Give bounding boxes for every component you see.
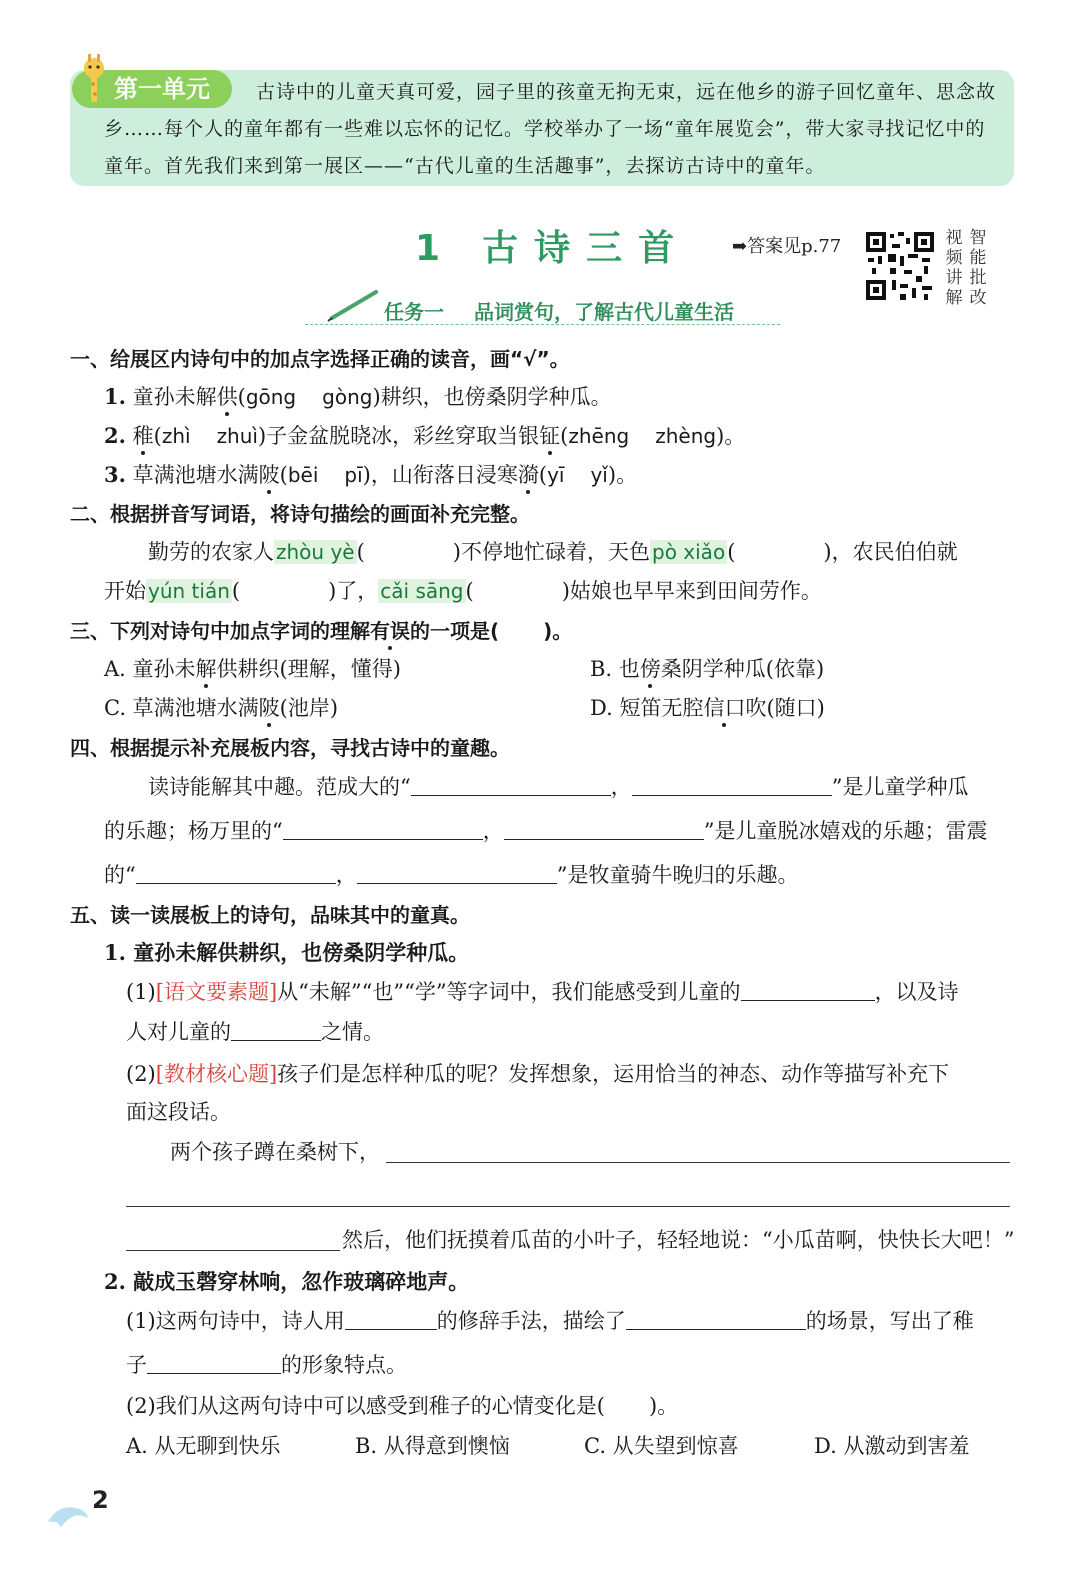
dotted-char: 稚 (132, 424, 154, 448)
text: ( (231, 579, 241, 603)
text: ( (237, 385, 246, 409)
text: (2)我们从这两句诗中可以感受到稚子的心情变化是( (126, 1394, 605, 1418)
dotted-text: 有误 (370, 619, 410, 643)
dotted-char: 解 (195, 657, 217, 681)
dolphin-icon (46, 1500, 90, 1530)
side-char: 智 (969, 228, 987, 248)
side-char: 解 (945, 288, 963, 308)
text: 草满池塘水满 (132, 463, 259, 487)
s3-option-d[interactable] (590, 692, 825, 722)
text: )。 (543, 619, 573, 643)
answer-blank[interactable] (411, 775, 611, 796)
pen-icon (326, 286, 386, 322)
write-end: 然后，他们抚摸着瓜苗的小叶子，轻轻地说：“小瓜苗啊，快快长大吧！” (342, 1228, 1015, 1252)
text: ， (610, 775, 632, 799)
s1-q2 (104, 420, 745, 450)
text: A. 童孙未 (104, 657, 196, 681)
text: )子金盆脱晓冰，彩丝穿取当银 (257, 424, 540, 448)
q-num: 2. (104, 423, 126, 448)
text: ， (335, 863, 357, 887)
dotted-char: 漪 (517, 463, 539, 487)
s5-q2-sub1-cont (126, 1349, 407, 1379)
s5-q1-sub2 (126, 1058, 949, 1088)
q-num: 1. (104, 384, 126, 409)
pinyin-option[interactable]: gōng (245, 385, 297, 409)
text: 读诗能解其中趣。范成大的“ (148, 775, 411, 799)
pinyin-option[interactable]: zhèng (655, 424, 717, 448)
side-char: 批 (969, 268, 987, 288)
text: 孩子们是怎样种瓜的呢？发挥想象，运用恰当的神态、动作等描写补充下 (277, 1062, 950, 1086)
task-label: 任务一 (384, 300, 444, 324)
text: (1) (126, 980, 156, 1004)
text: ，以及诗 (874, 980, 959, 1004)
text: 三、下列对诗句中加点字词的理解 (70, 619, 370, 643)
s3-option-c[interactable] (104, 692, 338, 722)
text: ( (727, 540, 736, 564)
text: ( (538, 463, 548, 487)
lesson-number: 1 (415, 228, 457, 269)
text: )，山衔落日浸寒 (362, 463, 518, 487)
text: )姑娘也早早来到田间劳作。 (561, 579, 822, 603)
text: 童孙未解 (132, 385, 217, 409)
question-tag: [语文要素题] (155, 980, 278, 1004)
text: ”是儿童学种瓜 (831, 775, 969, 799)
text: 吹(随口) (745, 696, 825, 720)
text: 的修辞手法，描绘了 (436, 1309, 626, 1333)
unit-label: 第一单元 (72, 70, 232, 108)
text: )耕织，也傍桑阴学种瓜。 (372, 385, 612, 409)
answer-blank[interactable] (357, 863, 557, 884)
dotted-char: 信口 (703, 696, 746, 720)
text: 人对儿童的 (126, 1020, 231, 1044)
text: )，农民伯伯就 (823, 540, 958, 564)
text: 从“未解”“也”“学”等字词中，我们能感受到儿童的 (277, 980, 741, 1004)
text: )不停地忙碌着，天色 (452, 540, 650, 564)
s2-line2 (104, 575, 822, 605)
s5-q2-sub2 (126, 1390, 678, 1420)
pinyin-option[interactable]: yǐ (590, 463, 608, 487)
text: C. 草满池塘水满 (104, 696, 259, 720)
s1-q3 (104, 459, 637, 489)
side-char: 能 (969, 248, 987, 268)
section3-heading (70, 615, 572, 644)
writing-line[interactable] (386, 1162, 1010, 1163)
s5-q2-poem: 2. 敲成玉磬穿林响，忽作玻璃碎地声。 (104, 1269, 470, 1294)
text: 勤劳的农家人 (148, 540, 274, 564)
answer-blank[interactable] (345, 1309, 437, 1330)
unit-intro: 古诗中的儿童天真可爱，园子里的孩童无拘无束，远在他乡的游子回忆童年、思念故乡……每个人的童年都有一些难以忘怀的记忆。学校举办了一场“童年展览会”，带大家寻找记忆中的童年。首先我们来到第一展区——“古代儿童的生活趣事”，去探访古诗中的童年。 (104, 81, 997, 177)
text: 之情。 (321, 1020, 384, 1044)
text: ”是牧童骑牛晚归的乐趣。 (556, 863, 799, 887)
text: ， (482, 819, 504, 843)
text: D. 短笛无腔 (590, 696, 704, 720)
pinyin-hint: yún tián (148, 579, 230, 603)
task-heading (384, 296, 734, 325)
text: ( (279, 463, 288, 487)
answer-reference[interactable]: ➡答案见p.77 (732, 236, 842, 257)
s4-line3 (104, 859, 799, 889)
lesson-title-text: 古诗三首 (482, 228, 691, 269)
text: (1)这两句诗中，诗人用 (126, 1309, 345, 1333)
qr-code-icon[interactable] (864, 230, 936, 302)
answer-blank[interactable] (626, 1309, 806, 1330)
side-char: 视 (945, 228, 963, 248)
text: )。 (716, 424, 746, 448)
text: 的“ (104, 863, 136, 887)
text: ( (153, 424, 162, 448)
task-underline (305, 324, 780, 325)
pinyin-option[interactable]: zhuì (216, 424, 258, 448)
answer-blank[interactable] (504, 819, 704, 840)
text: 的一项是( (410, 619, 500, 643)
text: ( (356, 540, 365, 564)
pinyin-hint: zhòu yè (276, 540, 355, 564)
pinyin-option[interactable]: gòng (322, 385, 373, 409)
text: (2) (126, 1062, 156, 1086)
s5-q1-sub2-cont: 面这段话。 (126, 1100, 231, 1124)
pinyin-hint: pò xiǎo (652, 540, 726, 564)
s4-line1 (148, 771, 969, 801)
s5-q2-option-c[interactable]: C. 从失望到惊喜 (584, 1434, 739, 1458)
s2-line1 (148, 536, 958, 566)
writing-line[interactable] (126, 1250, 340, 1251)
text: B. 也 (590, 657, 640, 681)
answer-blank[interactable] (632, 775, 832, 796)
section1-heading: 一、给展区内诗句中的加点字选择正确的读音，画“√”。 (70, 347, 570, 371)
pinyin-hint: cǎi sāng (380, 579, 464, 603)
text: 供耕织(理解，懂得) (216, 657, 401, 681)
text: )。 (648, 1394, 679, 1418)
dotted-char: 傍 (639, 657, 661, 681)
text: ( (560, 424, 569, 448)
side-label-video (944, 228, 964, 308)
pinyin-option[interactable]: pī (344, 463, 363, 487)
text: ”是儿童脱冰嬉戏的乐趣；雷震 (703, 819, 988, 843)
text: 开始 (104, 579, 146, 603)
lesson-title (415, 220, 690, 271)
text: 子 (126, 1353, 147, 1377)
dotted-char: 陂 (258, 696, 280, 720)
page-number: 2 (92, 1486, 109, 1514)
answer-blank[interactable] (741, 980, 875, 1001)
text: 的形象特点。 (281, 1353, 407, 1377)
s5-q1-sub1-cont (126, 1016, 384, 1046)
text: 的乐趣；杨万里的“ (104, 819, 283, 843)
s5-q2-sub1 (126, 1305, 974, 1335)
answer-blank[interactable] (147, 1353, 281, 1374)
s5-q2-option-b[interactable]: B. 从得意到懊恼 (355, 1434, 510, 1458)
pinyin-option[interactable]: zhēng (568, 424, 630, 448)
s5-q1-sub1 (126, 976, 959, 1006)
text: )。 (607, 463, 638, 487)
dotted-char: 供 (216, 385, 238, 409)
side-char: 讲 (945, 268, 963, 288)
answer-blank[interactable] (136, 863, 336, 884)
s5-q2-option-d[interactable]: D. 从激动到害羞 (814, 1434, 970, 1458)
question-tag: [教材核心题] (155, 1062, 278, 1086)
section2-heading: 二、根据拼音写词语，将诗句描绘的画面补充完整。 (70, 502, 530, 526)
text: 的场景，写出了稚 (805, 1309, 974, 1333)
s3-option-a[interactable] (104, 653, 401, 683)
dotted-char: 钲 (539, 424, 561, 448)
dotted-char: 陂 (258, 463, 280, 487)
writing-line[interactable] (126, 1206, 1010, 1207)
pinyin-option[interactable]: yī (547, 463, 565, 487)
s1-q1 (104, 381, 612, 411)
s5-q1-poem: 1. 童孙未解供耕织，也傍桑阴学种瓜。 (104, 940, 470, 965)
write-start: 两个孩子蹲在桑树下， (170, 1140, 380, 1164)
side-char: 改 (969, 288, 987, 308)
side-char: 频 (945, 248, 963, 268)
s3-option-b[interactable] (590, 653, 824, 683)
answer-blank[interactable] (231, 1020, 321, 1041)
text: ( (465, 579, 474, 603)
section5-heading: 五、读一读展板上的诗句，品味其中的童真。 (70, 903, 470, 927)
text: (池岸) (279, 696, 339, 720)
text: 桑阴学种瓜(依靠) (660, 657, 825, 681)
answer-blank[interactable] (283, 819, 483, 840)
s5-q2-option-a[interactable]: A. 从无聊到快乐 (126, 1434, 281, 1458)
s4-line2 (104, 815, 988, 845)
section4-heading: 四、根据提示补充展板内容，寻找古诗中的童趣。 (70, 736, 510, 760)
side-label-smart (968, 228, 988, 308)
q-num: 3. (104, 462, 126, 487)
pinyin-option[interactable]: zhì (161, 424, 191, 448)
text: )了， (328, 579, 379, 603)
task-title: 品词赏句，了解古代儿童生活 (474, 300, 734, 324)
pinyin-option[interactable]: bēi (287, 463, 319, 487)
